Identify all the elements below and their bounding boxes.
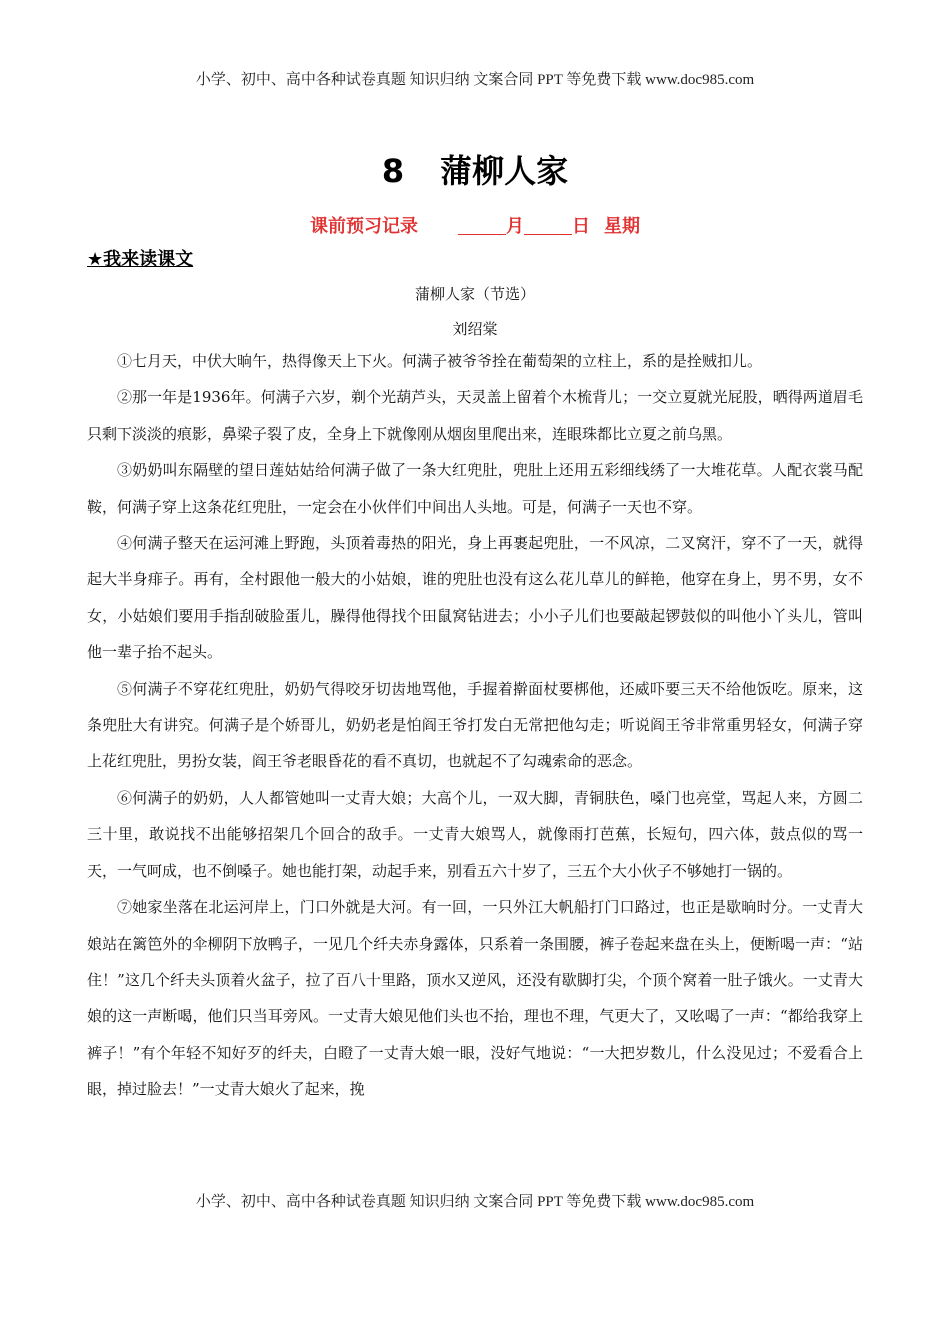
month-blank	[458, 216, 506, 235]
day-blank	[524, 216, 572, 235]
paragraph-2: ②那一年是1936年。何满子六岁，剃个光葫芦头，天灵盖上留着个木梳背儿；一交立夏就光屁股，晒得两道眉毛只剩下淡淡的痕影，鼻梁子裂了皮，全身上下就像刚从烟囱里爬出来，连眼珠都比立夏之前乌黑。	[87, 388, 863, 443]
text-author: 刘绍棠	[452, 320, 498, 338]
lesson-title-text: 蒲柳人家	[440, 152, 569, 190]
paragraph-5: ⑤何满子不穿花红兜肚，奶奶气得咬牙切齿地骂他，手握着擀面杖要梆他，还威吓要三天不给他饭吃。原来，这条兜肚大有讲究。何满子是个娇哥儿，奶奶老是怕阎王爷打发白无常把他勾走；听说阎王爷非常重男轻女，何满子穿上花红兜肚，男扮女装，阎王爷老眼昏花的看不真切，也就起不了勾魂索命的恶念。	[87, 679, 863, 771]
page-footer: 小学、初中、高中各种试卷真题 知识归纳 文案合同 PPT 等免费下载 www.doc985.com	[195, 1194, 755, 1210]
lesson-title	[0, 146, 950, 192]
article-body	[87, 343, 863, 1108]
text-title: 蒲柳人家（节选）	[414, 285, 535, 303]
paragraph-7: ⑦她家坐落在北运河岸上，门口外就是大河。有一回，一只外江大帆船打门口路过，也正是歇晌时分。一丈青大娘站在篱笆外的伞柳阴下放鸭子，一见几个纤夫赤身露体，只系着一条围腰，裤子卷起来盘在头上，便断喝一声：“站住！”这几个纤夫头顶着火盆子，拉了百八十里路，顶水又逆风，还没有歇脚打尖，个顶个窝着一肚子饿火。一丈青大娘的这一声断喝，他们只当耳旁风。一丈青大娘见他们头也不抬，理也不理，气更大了，又吆喝了一声：“都给我穿上裤子！”有个年轻不知好歹的纤夫，白瞪了一丈青大娘一眼，没好气地说：“一大把岁数儿，什么没见过；不爱看合上眼，掉过脸去！”一丈青大娘火了起来，挽	[87, 898, 863, 1099]
record-week: 星期	[604, 216, 640, 237]
page-header: 小学、初中、高中各种试卷真题 知识归纳 文案合同 PPT 等免费下载 www.doc985.com	[195, 72, 755, 88]
section-heading: ★我来读课文	[87, 249, 194, 270]
lesson-number: 8	[381, 152, 405, 190]
record-month: 月	[506, 216, 524, 237]
paragraph-1: ①七月天，中伏大晌午，热得像天上下火。何满子被爷爷拴在葡萄架的立柱上，系的是拴贼扣儿。	[117, 352, 763, 370]
record-label: 课前预习记录	[310, 216, 418, 237]
record-day: 日	[572, 216, 590, 237]
paragraph-4: ④何满子整天在运河滩上野跑，头顶着毒热的阳光，身上再裹起兜肚，一不风凉，二叉窝汗，穿不了一天，就得起大半身痱子。再有，全村跟他一般大的小姑娘，谁的兜肚也没有这么花儿草儿的鲜艳，他穿在身上，男不男，女不女，小姑娘们要用手指刮破脸蛋儿，臊得他得找个田鼠窝钻进去；小小子儿们也要敲起锣鼓似的叫他小丫头儿，管叫他一辈子抬不起头。	[87, 534, 863, 662]
paragraph-6: ⑥何满子的奶奶，人人都管她叫一丈青大娘；大高个儿，一双大脚，青铜肤色，嗓门也亮堂，骂起人来，方圆二三十里，敢说找不出能够招架几个回合的敌手。一丈青大娘骂人，就像雨打芭蕉，长短句，四六体，鼓点似的骂一天，一气呵成，也不倒嗓子。她也能打架，动起手来，别看五六十岁了，三五个大小伙子不够她打一锅的。	[87, 788, 863, 880]
paragraph-3: ③奶奶叫东隔壁的望日莲姑姑给何满子做了一条大红兜肚，兜肚上还用五彩细线绣了一大堆花草。人配衣裳马配鞍，何满子穿上这条花红兜肚，一定会在小伙伴们中间出人头地。可是，何满子一天也不穿。	[87, 461, 863, 516]
preview-record-line	[0, 212, 950, 238]
